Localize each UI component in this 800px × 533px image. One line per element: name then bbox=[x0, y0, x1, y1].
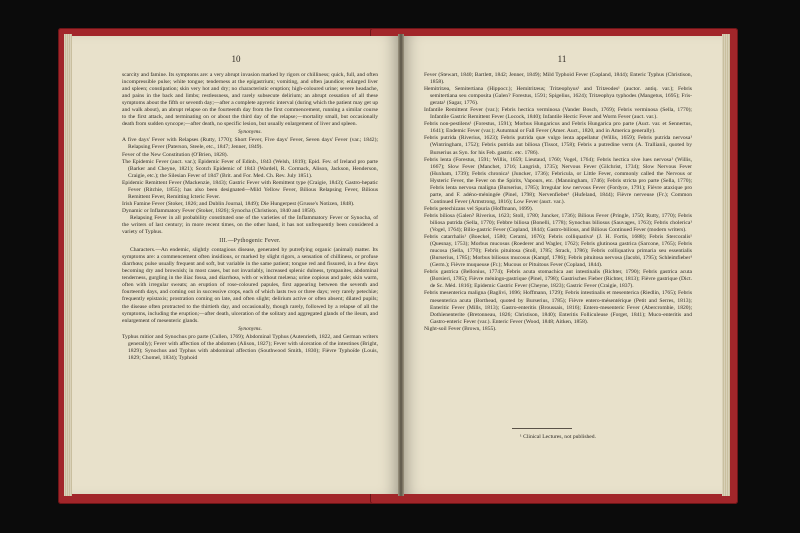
paragraph: Febris non-pestilens¹ (Forestus, 1591); Morbus Hungaricus and Febris Hungarica pro parte (Auct. var. et Sennertus, 1641); Endemic Fever (var.); Autumnal or Fall Fever (Amer. Auct., 1820, and in America generally). bbox=[424, 121, 692, 135]
page-number: 10 bbox=[231, 54, 241, 64]
paragraph: The Epidemic Fever (auct. var.); Epidemic Fever of Edinb., 1843 (Welsh, 1819); Epid. Fev. of Ireland pro parte (Barker and Cheyne, 1821); Scotch Epidemic of 1843 (Wardell, R. Cormack, Alison, Jackson, Henderson, Craigie, etc.); the Silesian Fever of 1847 (Brit. and For. Med. Ch. Rev. July 1851). bbox=[122, 158, 378, 179]
paragraph: Febris petechizans vel Spuria (Hoffmann, 1699). bbox=[424, 205, 534, 212]
paragraph: Night-soil Fever (Brown, 1855). bbox=[424, 325, 497, 332]
paragraph: Febris catarrhalis¹ (Boeckel, 1580; Cerami, 1676); Febris colliquativa¹ (J. H. Fortis, 1688); Febris Stercoralis¹ (Quesnay, 1753); Morbus mucosus (Roederer and Wagler, 1762); Febris glutinosa gastrica (Sarcone, 1765); Febris mucosa (Sella, 1770); Febris pituitosa (Stoll, 1785; Strack, 1786); Febris colliquativa primaria seu essentialis (Burserius, 1785); Morbus biliosus mucosus (Kampf, 1786); Febris pituitosa nervosa (Jacobi, 1795); Schleimfieber¹ (Germ.); Fièvre muqueuse (Fr.); Mucous or Pituitous Fever (Copland, 1844). bbox=[424, 234, 692, 269]
book-gutter bbox=[398, 34, 404, 496]
paragraph: Fever of the New Constitution (O'Brien, 1828). bbox=[122, 151, 229, 158]
section-subheading: Synonyms. bbox=[238, 129, 262, 136]
paragraph: Dynamic or Inflammatory Fever (Stoker, 1826); Synocha (Christison, 1840 and 1858). bbox=[122, 207, 317, 214]
right-page-text bbox=[424, 72, 692, 333]
left-page-text bbox=[122, 72, 378, 362]
paragraph: Relapsing Fever in all probability constituted one of the varieties of the Inflammatory Fever or Synocha, of the writers of last century; in more recent times, on the other hand, it has not unfrequently been considered a variety of Typhus. bbox=[122, 214, 378, 236]
section-heading: III.—Pythogenic Fever. bbox=[219, 238, 281, 245]
paragraph: A five days' Fever with Relapses (Rutty, 1770); Short Fever, Five days' Fever, Seven days' Fever (var.; 1842); Relapsing Fever (Paterson, Steele, etc., 1847; Jenner, 1849). bbox=[122, 137, 378, 151]
footnote-rule bbox=[512, 428, 572, 429]
paragraph: Febris putrida (Riverius, 1623); Febris putrida quæ vulgo lenta appellatur (Willis, 1659); Febris putrida nervosa¹ (Wintringham, 1752); Febris putrida aut biliosa (Tissot, 1758); Febris a putredine verm (A. Trallianii, quoted by Burserius as Syn. for his Feb. gastric. etc. 1786). bbox=[424, 135, 692, 156]
footnote: ¹ Clinical Lectures, not published. bbox=[520, 434, 596, 440]
paragraph: Infantile Remittent Fever (var.); Febris hectica verminosa (Vander Bosch, 1769); Febris verminosa (Sella, 1770); Infantile Gastric Remittent Fever (Locock, 1840); Infantile Hectic Fever and Worm Fever (auct. var.). bbox=[424, 107, 692, 121]
paragraph: Fever (Stewart, 1840; Bartlett, 1842; Jenner, 1849); Mild Typhoid Fever (Copland, 1844); Enteric Typhus (Christison, 1858). bbox=[424, 72, 692, 86]
paragraph: Typhus mitior and Synochus pro parte (Cullen, 1769); Abdominal Typhus (Autenrieth, 1822, and German writers generally); Fever with affection of the abdomen (Alison, 1827); Fever with ulceration of the intestines (Bright, 1829); Synochus and Typhus with abdominal affection (Southwood Smith, 1830); Fièvre Typhoïde (Louis, 1829; Chomel, 1834); Typhoid bbox=[122, 333, 378, 361]
right-page bbox=[402, 36, 722, 494]
left-page bbox=[72, 36, 400, 494]
page-number: 11 bbox=[557, 54, 567, 64]
paragraph: Febris gastrica (Bellonius, 1774); Febris acuta stomachica aut intestinalis (Richter, 1790); Febris gastrica acuta (Borsieri, 1785); Fièvre méningo-gastrique (Pinel, 1798); Gastrisches Fieber (Richter, 1813); Fièvre gastrique (Dict. de Sc. Méd. 1816); Epidemic Gastric Fever (Cheyne, 1823); Gastric Fever (Craigie, 1837). bbox=[424, 269, 692, 290]
paragraph: Characters.—An endemic, slightly contagious disease, generated by putrefying organic (animal) matter. Its symptoms are: a commencement often insidious, or marked by slight rigors, a sensation of chilliness, or profuse diarrhœa; pulse usually frequent and soft, but variable in the same patient; tongue red and fissured, in a few days becoming dry and brownish; in most cases, but not invariably, increased splenic dulness, tympanites, abdominal tenderness, gurgling in the iliac fossa, and diarrhœa, with or without melæna; urine copious and pale; skin warm, often with irregular sweats; an eruption of rose-coloured papules, first appearing between the seventh and fourteenth days, and coming out in successive crops, each of which lasts two or three days; very rarely petechiæ; frequently epistaxis; prostration coming on late, and often slight; delirium active or often absent; dilated pupils; the disease often protracted to the thirtieth day, and occasionally, though rarely, followed by a relapse of all the symptoms, including the eruption;—after death, ulceration of the solitary and aggregated glands of the ileum, and enlargement of mesenteric glands. bbox=[122, 247, 378, 324]
paragraph: Epidemic Remittent Fever (Mackenzie, 1843); Gastric Fever with Remittent type (Craigie, 1843); Gastro-hepatic Fever (Ritchie, 1855); has also been designated—Mild Yellow Fever, Bilious Relapsing Fever, Bilious Remittent Fever, Remitting Icteric Fever. bbox=[122, 179, 378, 200]
paragraph: Febris biliosa (Galen? Riverius, 1623; Stoll, 1780; Juncker, 1736); Bilious Fever (Pringle, 1750; Rutty, 1770); Febris biliosa putrida (Sella, 1770); Febbre biliosa (Bonelli, 1778); Synochus biliosus (Sauvages, 1763); Febris cholerica¹ (Vogel, 1764); Bilio-gastric Fever (Copland, 1844); Gastro-bilious, and Bilious Continued Fever (modern writers). bbox=[424, 212, 692, 234]
page-edges-right bbox=[722, 34, 730, 496]
page-edges-left bbox=[64, 34, 72, 496]
paragraph: scarcity and famine. Its symptoms are: a very abrupt invasion marked by rigors or chilliness; quick, full, and often incompressible pulse; white tongue; tenderness at the epigastrium; vomiting, and often jaundice; enlarged liver and spleen; constipation; skin very hot and dry; no characteristic eruption; high-coloured urine; severe headache, and pains in the back and limbs; restlessness, and rarely subsecute delirium; an abrupt cessation of all these symptoms about the fifth or seventh day;—after a complete apyretic interval (during which the patient may get up and walk about), an abrupt relapse on the fourteenth day from the first commencement, running a similar course to the first attack, and terminating on or about the third day of the relapse;—mortality small, but occasionally death from sudden syncope;—after death, no specific lesion, but usually enlargement of liver and spleen. bbox=[122, 72, 378, 128]
section-subheading: Synonyms. bbox=[238, 325, 262, 332]
paragraph: Hemitritæa, Semitertiana (Hippocr.); Hemitritæus; Tritæophyus¹ and Tritæodes¹ (auctor. antiq. var.); Febris semitertiana seu composita (Galen? Forestus, 1591; Spigelius, 1624); Tritæophya typhodes (Mangetus, 1695); Fris-gerata¹ (Sagar, 1776). bbox=[424, 86, 692, 107]
paragraph: Febris lenta (Forestus, 1591; Willis, 1659; Lieutaud, 1760; Vogel, 1764); Febris hectica sive lues nervosa¹ (Willis, 1667); Slow Fever (Manchet, 1716; Langrish, 1735); Nervous Fever (Gilchrist, 1734); Slow Nervous Fever (Huxham, 1739); Febris chronica¹ (Juncker, 1736); Febricula, or Little Fever, commonly called the Nervous or Hysteric Fever, the Fever on the Spirits, Vapours, etc. (Manningham, 1746); Febris stricta pro parte (Sella, 1770); Febris lenta nervosa maligna (Burserius, 1785); Irregular low nervous Fever (Fordyce, 1791); Fièvre ataxique pro parte, and F. adéno-méningée (Pinel, 1798); Nervenfieber¹ (Hufeland, 1844); Fièvre nerveuse (Fr.); Common Continued Fever (Armstrong, 1816); Low Fever (auct. var.). bbox=[424, 156, 692, 205]
paragraph: Irish Famine Fever (Stoker, 1826; and Dublin Journal, 1849); Die Hungerpest (Grusse's Notizen, 1848). bbox=[122, 200, 355, 207]
paragraph: Febris mesenterica maligna (Baglivi, 1696; Hoffmann, 1729); Febris intestinalis et mesenterica (Riedlin, 1765); Febris mesenterica acuta (Borthead, quoted by Burserius, 1785); Fièvre entero-mésentérique (Petit and Serres, 1813); Enteritic Fever (Mills, 1813); Gastro-enteritis (Broussais, 1816); Entero-mesenteric Fever (Abercrombie, 1820); Dothienenterite (Bretonneau, 1826; Christison, 1840); Enteritis Folliculeuse (Forget, 1841); Muco-enteritis and Gastro-enteric Fever (var.). Enteric Fever (Wood, 1848; Aitken, 1858). bbox=[424, 290, 692, 325]
